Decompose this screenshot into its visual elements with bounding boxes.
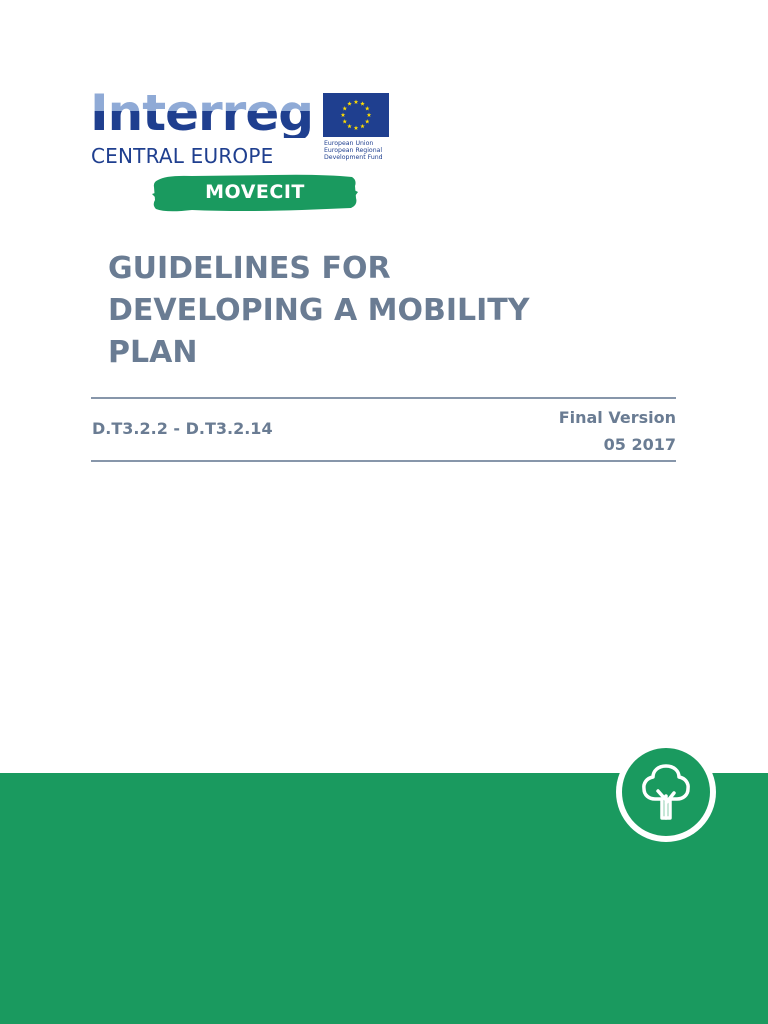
project-badge xyxy=(152,172,358,214)
title-line-2: DEVELOPING A MOBILITY xyxy=(108,293,530,328)
eu-line-2: European Regional xyxy=(324,147,383,154)
eu-star xyxy=(354,126,359,130)
eu-line-3: Development Fund xyxy=(324,154,383,161)
eu-star xyxy=(367,113,372,117)
version-label: Final Version xyxy=(558,408,676,427)
eu-star xyxy=(360,101,365,105)
version-date: 05 2017 xyxy=(603,435,676,454)
eu-flag-icon xyxy=(323,93,389,137)
eu-star xyxy=(341,113,346,117)
document-title xyxy=(108,248,588,374)
version-info xyxy=(559,404,676,458)
eu-star xyxy=(365,106,370,110)
title-line-1: GUIDELINES FOR xyxy=(108,251,391,286)
bottom-divider xyxy=(91,460,676,462)
top-divider xyxy=(91,397,676,399)
eu-line-1: European Union xyxy=(324,140,374,147)
logo-region: CENTRAL EUROPE xyxy=(91,144,274,168)
eu-star xyxy=(347,124,352,128)
eu-star xyxy=(342,119,347,123)
title-line-3: PLAN xyxy=(108,335,198,370)
eu-star xyxy=(354,100,359,104)
eu-star xyxy=(365,119,370,123)
eu-star xyxy=(360,124,365,128)
interreg-logo xyxy=(90,84,400,218)
eu-star xyxy=(347,101,352,105)
eu-star xyxy=(342,106,347,110)
eu-fund-text xyxy=(324,140,383,161)
deliverable-code: D.T3.2.2 - D.T3.2.14 xyxy=(92,419,273,438)
logo-brand: Interreg xyxy=(90,84,314,142)
tree-icon xyxy=(620,746,712,838)
project-name: MOVECIT xyxy=(205,181,305,203)
